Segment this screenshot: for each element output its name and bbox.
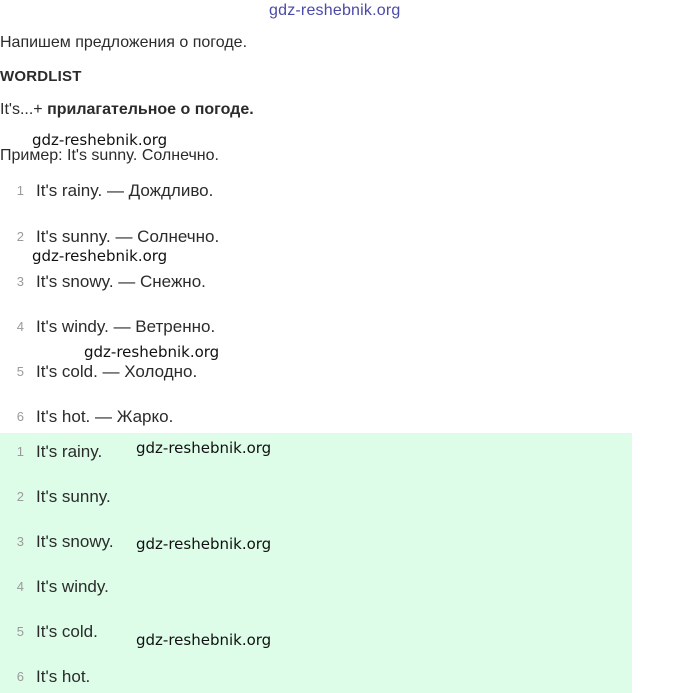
site-header-watermark: gdz-reshebnik.org: [269, 2, 401, 19]
wordlist-number: 4: [16, 319, 24, 334]
wordlist-item: It's rainy. — Дождливо.: [36, 181, 214, 200]
example-line: Пример: It's sunny. Солнечно.: [0, 147, 219, 164]
answer-number: 1: [16, 444, 24, 459]
wordlist-item: It's windy. — Ветренно.: [36, 317, 216, 336]
watermark-text: gdz-reshebnik.org: [32, 131, 168, 149]
answer-number: 6: [16, 669, 24, 684]
answer-item: It's cold.: [36, 622, 98, 641]
answer-panel: [0, 433, 632, 693]
wordlist-item: It's sunny. — Солнечно.: [36, 227, 220, 246]
wordlist-title: WORDLIST: [0, 68, 82, 85]
watermark-text: gdz-reshebnik.org: [136, 535, 272, 553]
wordlist-number: 2: [16, 229, 24, 244]
watermark-text: gdz-reshebnik.org: [136, 631, 272, 649]
answer-item: It's hot.: [36, 667, 91, 686]
pattern-bold: прилагательное о погоде.: [47, 101, 254, 118]
wordlist-number: 1: [16, 183, 24, 198]
answer-item: It's rainy.: [36, 442, 103, 461]
answer-number: 3: [16, 534, 24, 549]
wordlist-item: It's hot. — Жарко.: [36, 407, 174, 426]
pattern-line: [0, 101, 254, 119]
wordlist-number: 5: [16, 364, 24, 379]
wordlist-number: 3: [16, 274, 24, 289]
answer-item: It's sunny.: [36, 487, 111, 506]
answer-item: It's snowy.: [36, 532, 114, 551]
pattern-prefix: It's...+: [0, 101, 48, 118]
wordlist-item: It's snowy. — Снежно.: [36, 272, 206, 291]
watermark-text: gdz-reshebnik.org: [32, 247, 168, 265]
watermark-text: gdz-reshebnik.org: [84, 343, 220, 361]
answer-number: 4: [16, 579, 24, 594]
wordlist-item: It's cold. — Холодно.: [36, 362, 198, 381]
wordlist-number: 6: [16, 409, 24, 424]
task-intro: Напишем предложения о погоде.: [0, 34, 248, 51]
answer-number: 5: [16, 624, 24, 639]
answer-item: It's windy.: [36, 577, 109, 596]
answer-number: 2: [16, 489, 24, 504]
watermark-text: gdz-reshebnik.org: [136, 439, 272, 457]
